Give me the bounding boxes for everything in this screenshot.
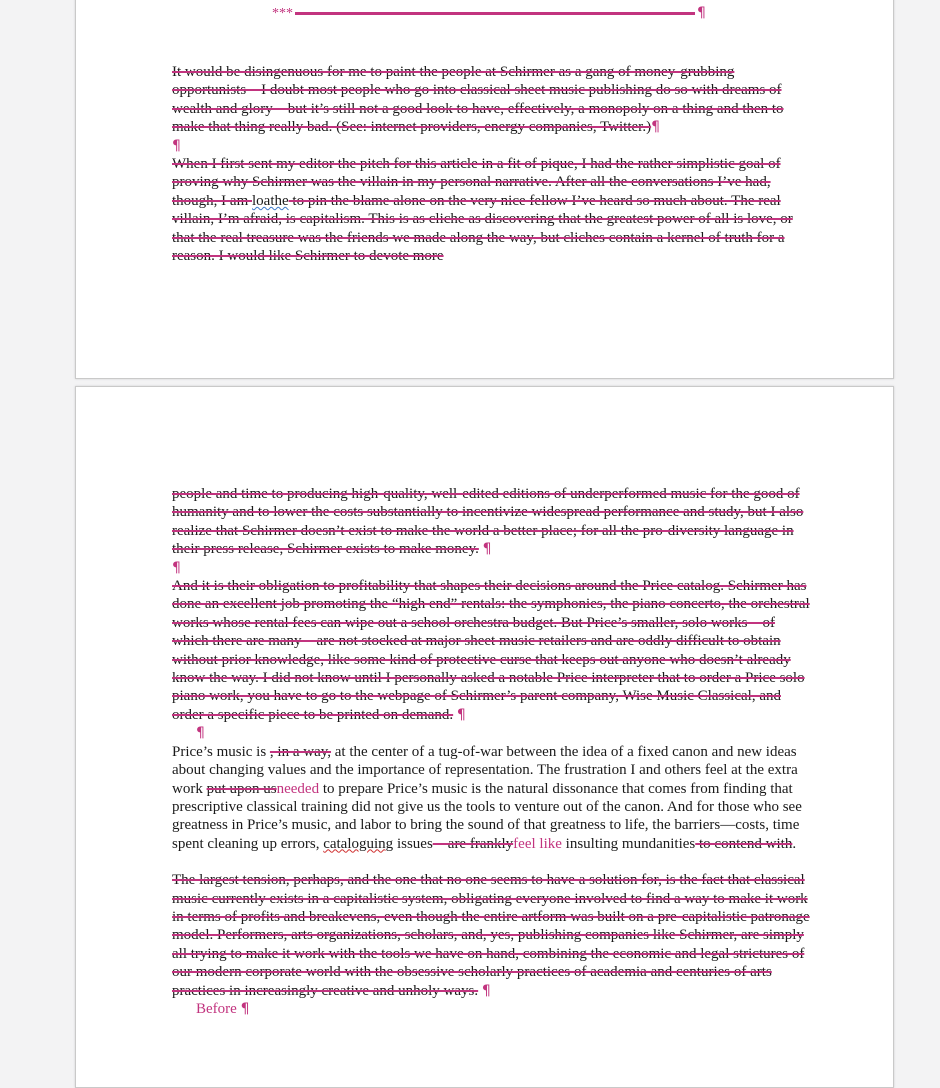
document-page-2 xyxy=(75,386,894,1088)
pilcrow-mark: ¶ xyxy=(697,5,706,21)
pilcrow-mark: ¶ xyxy=(456,706,466,723)
kept-text: to prepare Price’s music is the natural dissonance that comes from finding that prescriptive classical training did not give us the tools to venture out of the canon. And for those who see greatness in Price’s music, and labor to bring the sound of that greatness to life, the barriers—costs, time spent cleaning up errors, xyxy=(172,780,802,852)
deleted-text: to contend with xyxy=(695,835,793,852)
kept-text: insulting mundanities xyxy=(561,835,696,852)
pilcrow-mark: ¶ xyxy=(240,1000,250,1017)
kept-text: issues xyxy=(393,835,433,852)
deleted-text: , in a way, xyxy=(269,743,332,760)
paragraph-deleted[interactable] xyxy=(172,485,812,559)
kept-text: . xyxy=(792,835,797,852)
pilcrow-mark: ¶ xyxy=(172,559,181,576)
pilcrow-mark: ¶ xyxy=(172,137,181,154)
empty-paragraph[interactable] xyxy=(172,724,812,742)
deleted-text: The largest tension, perhaps, and the one that no one seems to have a solution for, is the fact that classical music currently exists in a capitalistic system, obligating everyone involved to find a way to make it work in terms of profits and breakevens, even though the entire artform was built on a pre-capitalistic patronage model. Performers, arts organizations, scholars, and, yes, publishing companies like Schirmer, are simply all trying to make it work with the tools we have on hand, combining the economic and legal strictures of our modern corporate world with the obsessive scholarly practices of academia and centuries of arts practices in increasingly creative and unholy ways. xyxy=(172,872,810,999)
paragraph-deleted[interactable] xyxy=(172,155,812,265)
deleted-text: —are frankly xyxy=(432,835,514,852)
deleted-text: people and time to producing high-quality, well-edited editions of underperformed music for the good of humanity and to lower the costs substantially to incentivize widespread performance and study, but I also realize that Schirmer doesn’t exist to make the world a better place; for all the pro-diversity language in their press release, Schirmer exists to make money. xyxy=(172,486,804,558)
empty-paragraph[interactable] xyxy=(172,137,812,155)
deleted-text: to pin the blame alone on the very nice fellow I’ve heard so much about. The real villain, I’m afraid, is capitalism. This is as cliche as discovering that the greatest power of all is love, or that the real treasure was the friends we made along the way, but cliches contain a kernel of truth for a reason. I would like Schirmer to devote more xyxy=(172,192,793,265)
document-page-1 xyxy=(75,0,894,379)
paragraph-deleted[interactable] xyxy=(172,871,812,1000)
deleted-text: It would be disingenuous for me to paint the people at Schirmer as a gang of money-grubbing opportunists—I doubt most people who go into classical sheet music publishing do so with dreams of wealth and glory—but it’s still not a good look to have, effectively, a monopoly on a thing and then to make that thing really bad. (See: internet providers, energy companies, Twitter.) xyxy=(172,64,784,136)
separator-rule xyxy=(295,12,695,15)
pilcrow-mark: ¶ xyxy=(482,541,492,558)
deleted-text: put upon us xyxy=(206,780,277,797)
pilcrow-mark: ¶ xyxy=(196,725,205,742)
page2-body[interactable] xyxy=(172,485,812,1018)
kept-text: Price’s music is xyxy=(172,743,270,760)
inserted-text: feel like xyxy=(513,835,562,852)
paragraph-deleted[interactable] xyxy=(172,577,812,724)
empty-paragraph[interactable] xyxy=(172,559,812,577)
spelling-flagged-word[interactable]: cataloguing xyxy=(323,835,394,852)
inserted-text: Before xyxy=(196,1000,237,1017)
kept-text: at the center of a tug-of-war between the idea of a fixed canon and new ideas about changing values and the importance of representation. The frustration I and others feel at the extra work xyxy=(172,743,798,797)
grammar-flagged-word[interactable]: loathe xyxy=(252,192,289,209)
paragraph-edited[interactable] xyxy=(172,743,812,853)
paragraph-gap xyxy=(172,853,812,871)
pilcrow-mark: ¶ xyxy=(651,119,661,136)
section-separator xyxy=(272,5,706,22)
page1-body[interactable] xyxy=(172,63,812,265)
deleted-text: When I first sent my editor the pitch for this article in a fit of pique, I had the rather simplistic goal of proving why Schirmer was the villain in my personal narrative. After all the conversations I’ve had, though, I am xyxy=(172,156,781,209)
inserted-text: needed xyxy=(276,780,320,797)
paragraph-inserted[interactable] xyxy=(172,1000,812,1018)
separator-asterisks: *** xyxy=(272,6,293,21)
pilcrow-mark: ¶ xyxy=(481,982,491,999)
paragraph-deleted[interactable] xyxy=(172,63,812,137)
deleted-text: And it is their obligation to profitability that shapes their decisions around the Price catalog. Schirmer has done an excellent job promoting the “high end” rentals: the symphonies, the piano concerto, the orchestral works whose rental fees can wipe out a school orchestra budget. But Price’s smaller, solo works—of which there are many—are not stocked at major sheet music retailers and are oddly difficult to obtain without prior knowledge, like some kind of protective curse that keeps out anyone who doesn’t already know the way. I did not know until I personally asked a notable Price interpreter that to order a Price solo piano work, you have to go to the webpage of Schirmer’s parent company, Wise Music Classical, and order a specific piece to be printed on demand. xyxy=(172,578,810,723)
